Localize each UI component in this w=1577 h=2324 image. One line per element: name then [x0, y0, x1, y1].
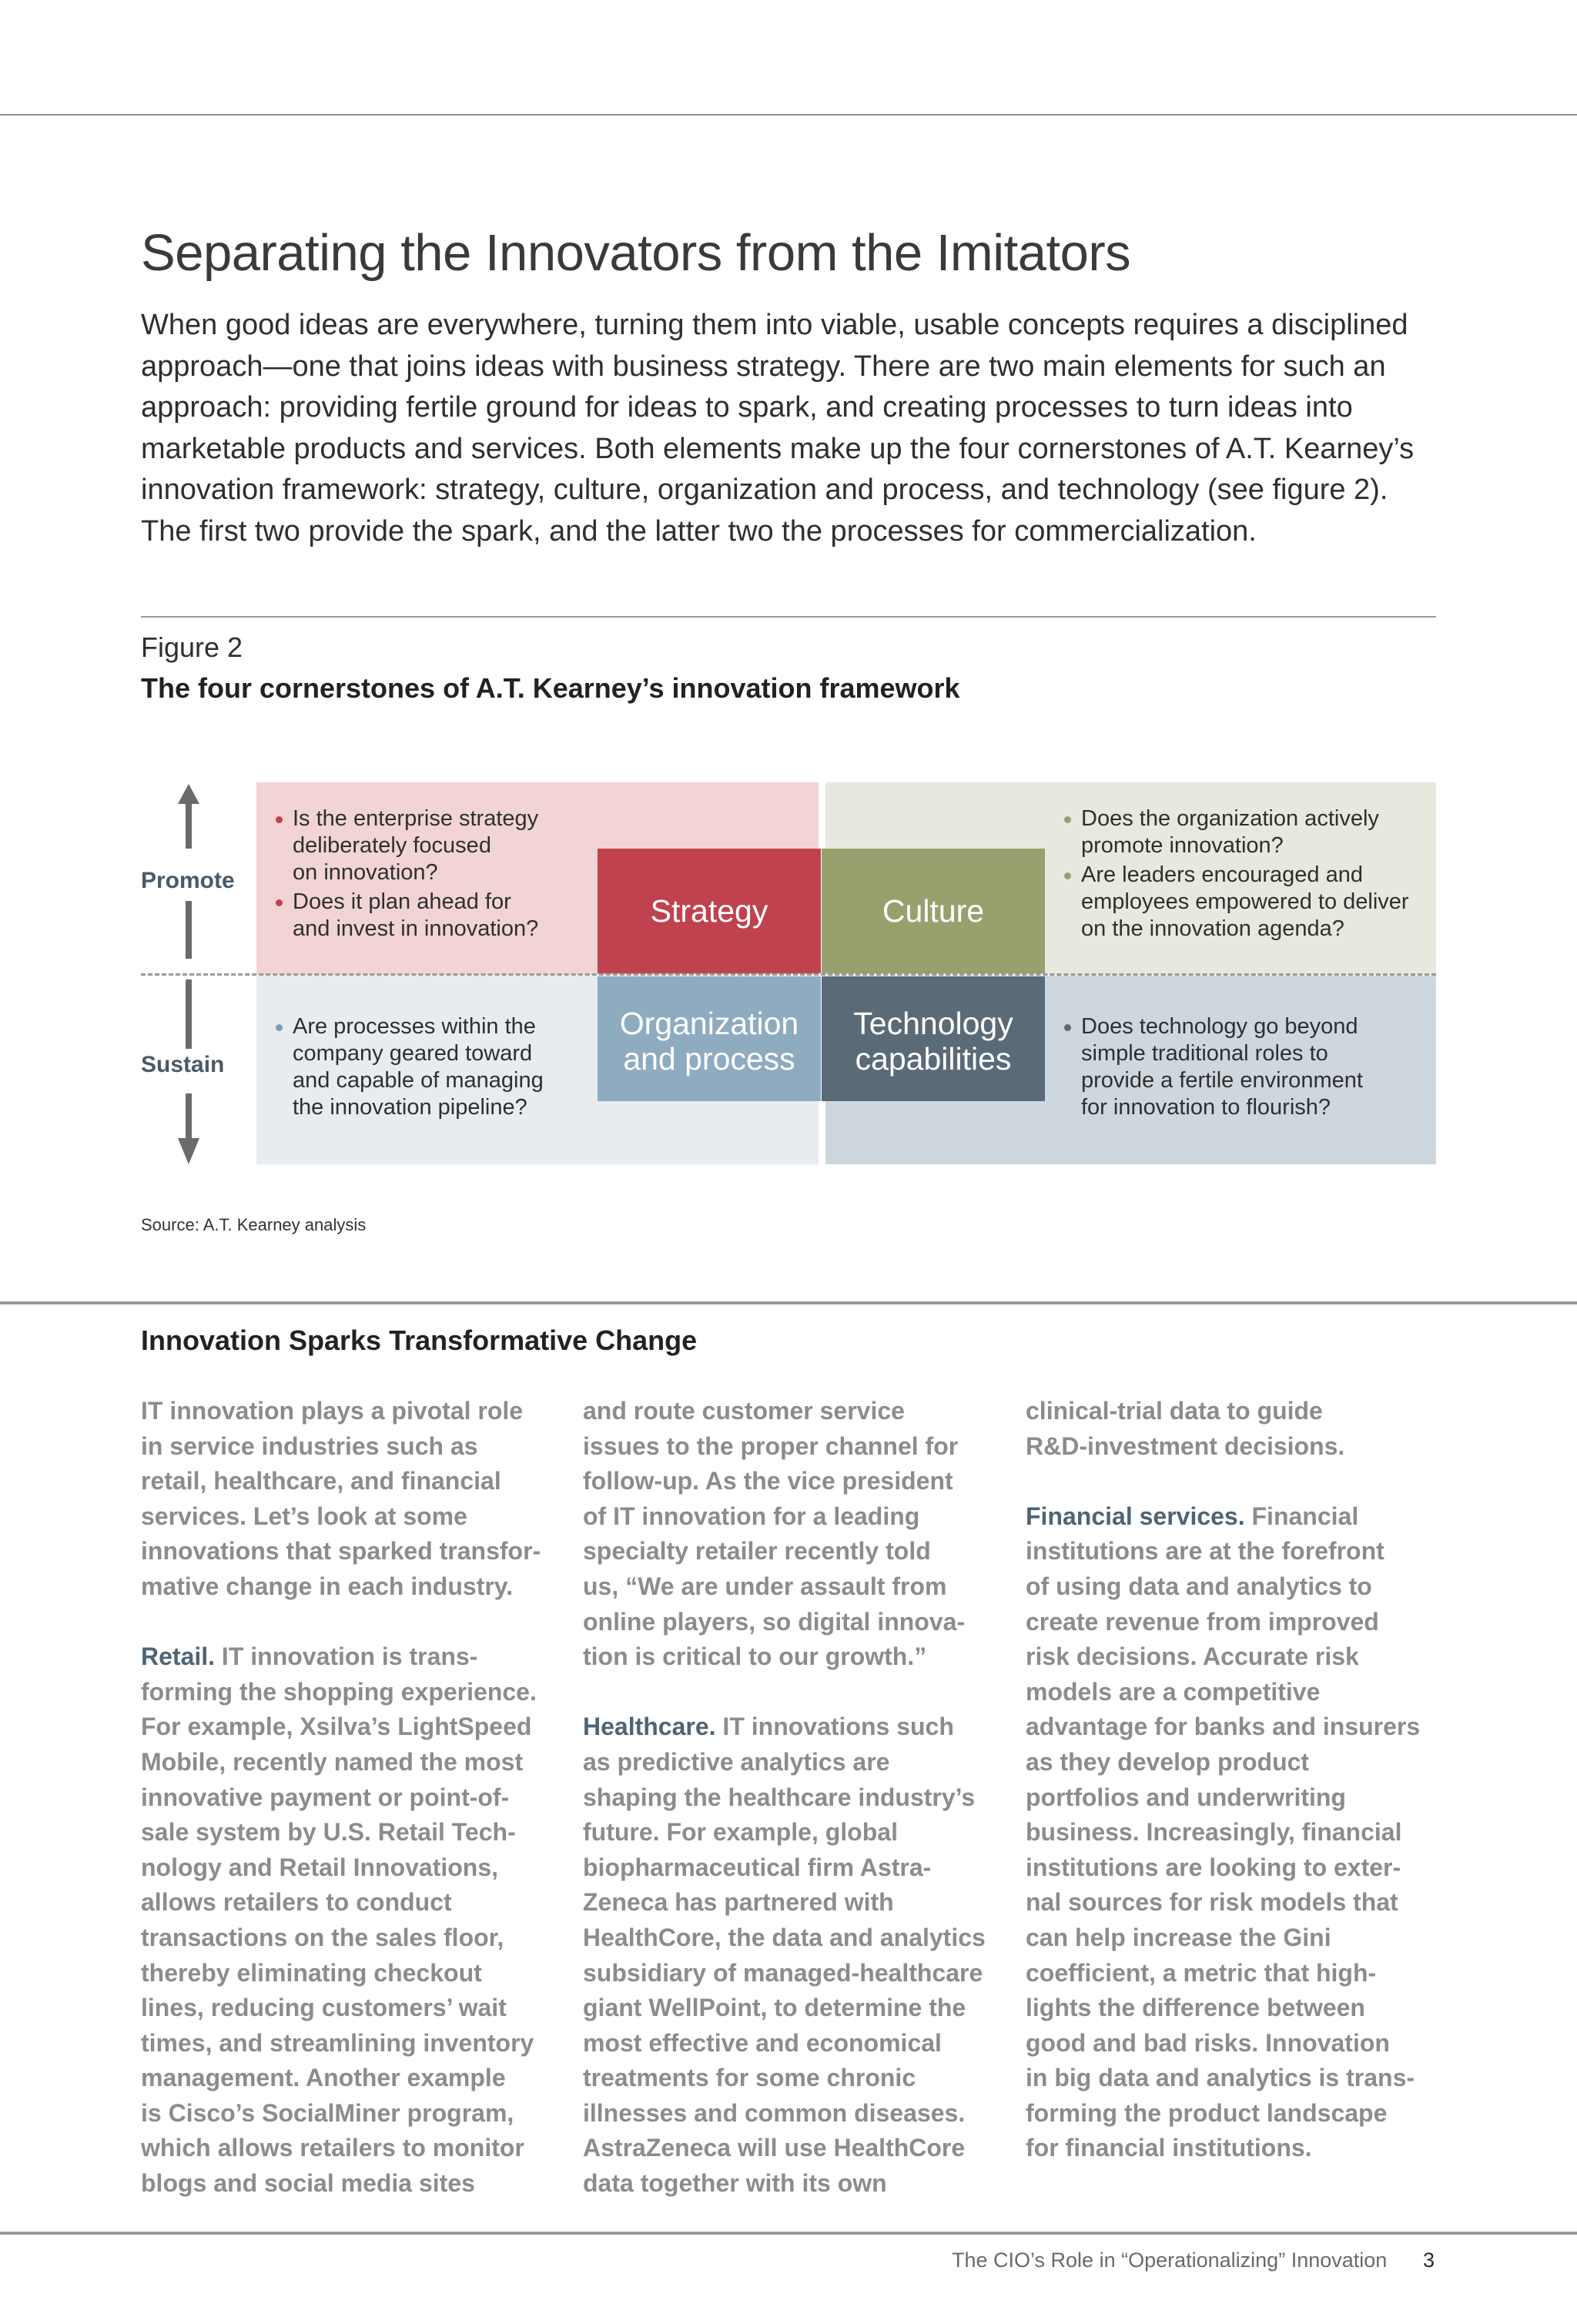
body-line: thereby eliminating checkout	[141, 1958, 482, 1987]
body-line: management. Another example	[141, 2064, 506, 2092]
strategy-box-label: Strategy	[650, 893, 768, 929]
body-line: create revenue from improved	[1026, 1607, 1379, 1636]
body-line: HealthCore, the data and analytics	[583, 1923, 986, 1951]
page-heading: Separating the Innovators from the Imitators	[141, 224, 1131, 282]
body-line: risk decisions. Accurate risk	[1026, 1643, 1359, 1671]
bullet-dot-icon	[1064, 1024, 1071, 1031]
body-line: giant WellPoint, to determine the	[583, 1994, 966, 2022]
paragraph-lead-in: Healthcare.	[583, 1713, 723, 1741]
body-line: lines, reducing customers’ wait	[141, 1994, 507, 2022]
body-line: and route customer service	[583, 1397, 905, 1425]
bullet-line: Are processes within the	[293, 1014, 536, 1039]
bullet-line: and invest in innovation?	[293, 916, 539, 941]
culture-box-label: Culture	[882, 893, 985, 929]
paragraph-lead-in: Retail.	[141, 1643, 222, 1671]
strategy-bullets	[276, 805, 538, 945]
body-line: Mobile, recently named the most	[141, 1747, 524, 1776]
text-column-1	[141, 1394, 572, 2202]
body-line: innovations that sparked transfor-	[141, 1537, 541, 1566]
body-line: forming the shopping experience.	[141, 1677, 537, 1706]
body-line: transactions on the sales floor,	[141, 1923, 504, 1951]
body-line: services. Let’s look at some	[141, 1502, 467, 1530]
bullet-line: Are leaders encouraged and	[1081, 862, 1363, 887]
intro-line: approach—one that joins ideas with business strategy. There are two main elements for such an	[141, 350, 1386, 383]
bullet-line: on innovation?	[293, 860, 438, 885]
body-line: For example, Xsilva’s LightSpeed	[141, 1713, 532, 1741]
bullet-item	[1064, 1013, 1363, 1121]
body-line: us, “We are under assault from	[583, 1572, 947, 1600]
intro-line: The first two provide the spark, and the latter two the processes for commercialization.	[141, 514, 1257, 548]
body-line: as they develop product	[1026, 1747, 1310, 1776]
body-line: future. For example, global	[583, 1818, 898, 1847]
bullet-dot-icon	[1064, 816, 1071, 823]
body-line: innovative payment or point-of-	[141, 1783, 510, 1811]
axis-label-promote: Promote	[141, 868, 235, 893]
body-line: institutions are at the forefront	[1026, 1537, 1384, 1566]
paragraph-gap	[1026, 1464, 1457, 1499]
technology-box-label-line2: capabilities	[855, 1041, 1012, 1077]
bullet-item	[1064, 805, 1409, 859]
body-line: which allows retailers to monitor	[141, 2134, 524, 2162]
body-line: good and bad risks. Innovation	[1026, 2028, 1390, 2057]
bullet-line: promote innovation?	[1081, 833, 1284, 858]
body-line: tion is critical to our growth.”	[583, 1643, 927, 1671]
bullet-dot-icon	[1064, 872, 1071, 879]
body-line: can help increase the Gini	[1026, 1923, 1331, 1951]
paragraph-lead-in: Financial services.	[1026, 1502, 1252, 1530]
body-line: portfolios and underwriting	[1026, 1783, 1346, 1811]
intro-line: When good ideas are everywhere, turning them into viable, usable concepts requires a disciplined	[141, 309, 1408, 341]
bottom-rule	[0, 2232, 1577, 2235]
paragraph-text: IT innovations such	[722, 1713, 954, 1741]
body-line: AstraZeneca will use HealthCore	[583, 2134, 966, 2162]
body-line	[583, 1710, 1014, 1745]
organization-box-label-line2: and process	[623, 1041, 795, 1077]
strategy-box	[598, 849, 821, 973]
bullet-line: Does the organization actively	[1081, 806, 1379, 831]
paragraph-gap	[583, 1675, 1014, 1710]
body-line: R&D-investment decisions.	[1026, 1432, 1345, 1460]
body-line: forming the product landscape	[1026, 2098, 1388, 2127]
bullet-line: Does technology go beyond	[1081, 1014, 1358, 1039]
body-line: of using data and analytics to	[1026, 1572, 1372, 1600]
body-line	[1026, 1499, 1457, 1535]
bullet-line: employees empowered to deliver	[1081, 889, 1409, 914]
section-top-rule	[0, 1301, 1577, 1304]
bullet-item	[1064, 862, 1409, 943]
body-line: times, and streamlining inventory	[141, 2028, 534, 2057]
figure-top-rule	[141, 616, 1436, 618]
body-line: institutions are looking to exter-	[1026, 1853, 1401, 1881]
bullet-line: and capable of managing	[293, 1068, 544, 1093]
body-line: Zeneca has partnered with	[583, 1888, 894, 1917]
bullet-line: Does it plan ahead for	[293, 889, 511, 914]
body-line: models are a competitive	[1026, 1677, 1321, 1706]
body-line: retail, healthcare, and financial	[141, 1467, 501, 1495]
intro-paragraph	[141, 305, 1442, 552]
body-line: nology and Retail Innovations,	[141, 1853, 499, 1881]
axis-label-sustain: Sustain	[141, 1052, 225, 1077]
body-line: follow-up. As the vice president	[583, 1467, 953, 1495]
bullet-line: on the innovation agenda?	[1081, 916, 1344, 941]
figure-label: Figure 2	[141, 631, 243, 663]
body-line: biopharmaceutical firm Astra-	[583, 1853, 932, 1881]
body-line: issues to the proper channel for	[583, 1432, 959, 1460]
paragraph-gap	[141, 1605, 572, 1640]
body-line: data together with its own	[583, 2169, 887, 2198]
body-line: allows retailers to conduct	[141, 1888, 452, 1917]
body-line: in big data and analytics is trans-	[1026, 2064, 1415, 2092]
body-line: IT innovation plays a pivotal role	[141, 1397, 524, 1425]
body-line: coefficient, a metric that high-	[1026, 1958, 1377, 1987]
axis-upper-stem	[186, 802, 192, 849]
bullet-line: company geared toward	[293, 1041, 533, 1066]
top-rule	[0, 114, 1577, 116]
bullet-line: the innovation pipeline?	[293, 1095, 527, 1120]
bullet-line: deliberately focused	[293, 833, 491, 858]
bullet-dot-icon	[276, 816, 283, 823]
bullet-item	[276, 805, 538, 886]
bullet-item	[276, 889, 538, 943]
technology-bullets	[1064, 1013, 1363, 1123]
body-line: treatments for some chronic	[583, 2064, 916, 2092]
bullet-line: Is the enterprise strategy	[293, 806, 539, 831]
axis-middle-upper-stem	[186, 901, 192, 959]
body-line: illnesses and common diseases.	[583, 2098, 966, 2127]
axis-lower-stem	[186, 1093, 192, 1140]
body-line: in service industries such as	[141, 1432, 478, 1460]
body-line: clinical-trial data to guide	[1026, 1397, 1323, 1425]
body-line: blogs and social media sites	[141, 2169, 475, 2198]
body-line	[141, 1639, 572, 1675]
bullet-line: simple traditional roles to	[1081, 1041, 1328, 1066]
body-line: advantage for banks and insurers	[1026, 1713, 1421, 1741]
body-line: most effective and economical	[583, 2028, 942, 2057]
body-line: for financial institutions.	[1026, 2134, 1312, 2162]
footer-title: The CIO’s Role in “Operationalizing” Innovation	[952, 2249, 1388, 2272]
bullet-item	[276, 1013, 544, 1121]
body-line: online players, so digital innova-	[583, 1607, 966, 1636]
figure-source: Source: A.T. Kearney analysis	[141, 1215, 367, 1234]
body-line: sale system by U.S. Retail Tech-	[141, 1818, 516, 1847]
body-line: subsidiary of managed-healthcare	[583, 1958, 983, 1987]
bullet-line: for innovation to flourish?	[1081, 1095, 1331, 1120]
text-column-2	[583, 1394, 1014, 2202]
section-title: Innovation Sparks Transformative Change	[141, 1324, 698, 1356]
paragraph-text: Financial	[1251, 1502, 1359, 1530]
body-line: as predictive analytics are	[583, 1747, 890, 1776]
bullet-line: provide a fertile environment	[1081, 1068, 1363, 1093]
organization-box-label-line1: Organization	[619, 1006, 799, 1041]
technology-box-label-line1: Technology	[853, 1006, 1013, 1041]
body-line: specialty retailer recently told	[583, 1537, 931, 1566]
down-arrow-icon	[178, 1138, 199, 1164]
promote-sustain-divider	[141, 973, 1436, 976]
paragraph-text: IT innovation is trans-	[221, 1643, 478, 1671]
body-line: business. Increasingly, financial	[1026, 1818, 1402, 1847]
axis-middle-lower-stem	[186, 979, 192, 1049]
body-line: shaping the healthcare industry’s	[583, 1783, 976, 1811]
text-column-3	[1026, 1394, 1457, 2166]
intro-line: innovation framework: strategy, culture, organization and process, and technology (see figure 2).	[141, 474, 1388, 506]
culture-box	[822, 849, 1045, 973]
organization-box	[598, 976, 821, 1101]
body-line: mative change in each industry.	[141, 1572, 514, 1600]
bullet-dot-icon	[276, 899, 283, 906]
page-number: 3	[1423, 2249, 1435, 2272]
figure-title: The four cornerstones of A.T. Kearney’s innovation framework	[141, 672, 960, 704]
technology-box	[822, 976, 1045, 1101]
body-line: lights the difference between	[1026, 1994, 1365, 2022]
culture-bullets	[1064, 805, 1409, 945]
intro-line: marketable products and services. Both elements make up the four cornerstones of A.T. Kearney’s	[141, 432, 1415, 465]
organization-bullets	[276, 1013, 544, 1123]
body-line: is Cisco’s SocialMiner program,	[141, 2098, 514, 2127]
intro-line: approach: providing fertile ground for ideas to spark, and creating processes to turn ideas into	[141, 391, 1353, 424]
bullet-dot-icon	[276, 1024, 283, 1031]
up-arrow-icon	[178, 784, 199, 804]
body-line: of IT innovation for a leading	[583, 1502, 920, 1530]
body-line: nal sources for risk models that	[1026, 1888, 1398, 1917]
